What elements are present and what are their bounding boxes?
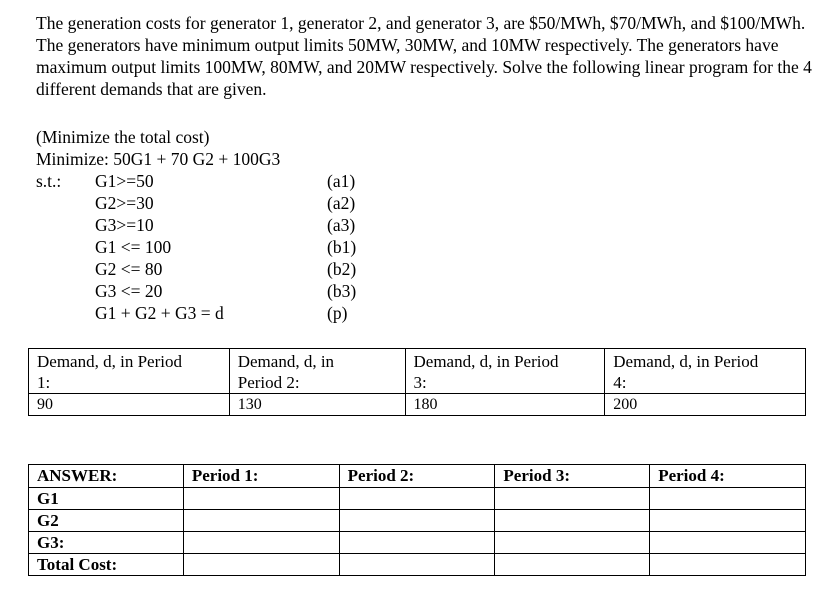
constraint-tag: (p) — [327, 303, 348, 323]
answer-cell[interactable] — [650, 554, 806, 576]
demand-header-cell: Demand, d, in Period 3: — [405, 349, 605, 394]
answer-cell[interactable] — [339, 488, 495, 510]
constraint-expression: G3>=10 — [95, 215, 154, 235]
answer-row — [29, 554, 806, 576]
constraint-expression: G3 <= 20 — [95, 281, 163, 301]
demand-header-cell: Demand, d, in Period 2: — [229, 349, 405, 394]
answer-header-cell: ANSWER: — [29, 465, 184, 488]
objective-function: Minimize: 50G1 + 70 G2 + 100G3 — [36, 149, 281, 169]
constraint-row — [36, 258, 436, 280]
subject-to-label: s.t.: — [36, 171, 62, 191]
constraint-row — [36, 192, 436, 214]
answer-cell[interactable] — [339, 554, 495, 576]
demand-header-cell: Demand, d, in Period 1: — [29, 349, 230, 394]
answer-cell[interactable] — [650, 510, 806, 532]
demand-value-cell: 180 — [405, 394, 605, 416]
demand-table — [28, 348, 806, 416]
constraint-tag: (b1) — [327, 237, 357, 257]
answer-row-label: G2 — [29, 510, 184, 532]
answer-header-cell: Period 1: — [183, 465, 339, 488]
constraint-tag: (a1) — [327, 171, 356, 191]
answer-cell[interactable] — [650, 488, 806, 510]
constraint-expression: G2>=30 — [95, 193, 154, 213]
constraint-tag: (b2) — [327, 259, 357, 279]
answer-row — [29, 510, 806, 532]
demand-value-cell: 130 — [229, 394, 405, 416]
demand-value-cell: 200 — [605, 394, 806, 416]
answer-cell[interactable] — [339, 510, 495, 532]
constraint-row — [36, 302, 436, 324]
constraint-row — [36, 280, 436, 302]
answer-cell[interactable] — [495, 510, 650, 532]
answer-cell[interactable] — [183, 532, 339, 554]
answer-row-label: Total Cost: — [29, 554, 184, 576]
answer-cell[interactable] — [183, 488, 339, 510]
constraint-tag: (b3) — [327, 281, 357, 301]
answer-cell[interactable] — [183, 510, 339, 532]
answer-header-row — [29, 465, 806, 488]
constraint-row — [36, 236, 436, 258]
linear-program — [36, 126, 280, 170]
answer-row-label: G3: — [29, 532, 184, 554]
demand-value-cell: 90 — [29, 394, 230, 416]
answer-row — [29, 532, 806, 554]
answer-row — [29, 488, 806, 510]
answer-row-label: G1 — [29, 488, 184, 510]
constraint-expression: G2 <= 80 — [95, 259, 163, 279]
constraint-expression: G1>=50 — [95, 171, 154, 191]
answer-cell[interactable] — [495, 554, 650, 576]
constraint-row — [36, 170, 436, 192]
answer-cell[interactable] — [495, 532, 650, 554]
constraint-row — [36, 214, 436, 236]
answer-header-cell: Period 3: — [495, 465, 650, 488]
answer-cell[interactable] — [650, 532, 806, 554]
demand-header-row — [29, 349, 806, 394]
answer-header-cell: Period 2: — [339, 465, 495, 488]
objective-comment: (Minimize the total cost) — [36, 127, 210, 147]
demand-value-row — [29, 394, 806, 416]
answer-header-cell: Period 4: — [650, 465, 806, 488]
demand-header-cell: Demand, d, in Period 4: — [605, 349, 806, 394]
constraint-expression: G1 <= 100 — [95, 237, 172, 257]
answer-cell[interactable] — [339, 532, 495, 554]
constraint-list — [36, 170, 436, 324]
answer-cell[interactable] — [183, 554, 339, 576]
constraint-tag: (a2) — [327, 193, 356, 213]
answer-table — [28, 464, 806, 576]
constraint-expression: G1 + G2 + G3 = d — [95, 303, 224, 323]
constraint-tag: (a3) — [327, 215, 356, 235]
answer-cell[interactable] — [495, 488, 650, 510]
problem-statement: The generation costs for generator 1, generator 2, and generator 3, are $50/MWh, $70/MWh, and $100/MWh. The generators have minimum output limits 50MW, 30MW, and 10MW respectively. The generators have maximum output limits 100MW, 80MW, and 20MW respectively. Solve the following linear program for the 4 different demands that are given. — [36, 13, 812, 99]
